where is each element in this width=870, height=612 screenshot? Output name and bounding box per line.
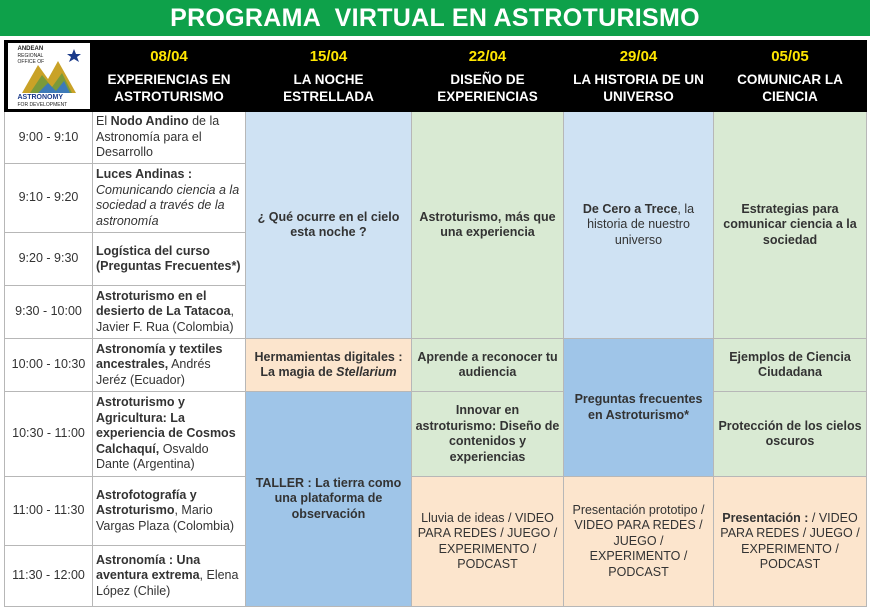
session-title: Logística del curso (Preguntas Frecuentes*) — [96, 243, 241, 273]
logo-mid2-text: OFFICE OF — [17, 59, 45, 65]
session-title: Presentación : — [722, 510, 809, 525]
session-cell — [93, 339, 246, 392]
table-row — [5, 339, 867, 392]
column-date: 08/04 — [150, 48, 188, 65]
logo-brand-text: ASTRONOMY — [17, 94, 63, 101]
column-topic: LA HISTORIA DE UN UNIVERSO — [573, 72, 704, 104]
session-block — [246, 339, 412, 392]
session-detail: , la historia de nuestro universo — [587, 201, 695, 247]
session-cell — [93, 233, 246, 286]
time-slot: 9:20 - 9:30 — [5, 233, 93, 286]
session-block: Innovar en astroturismo: Diseño de contenidos y experiencias — [412, 392, 564, 477]
session-title: Astroturismo y Agricultura: La experiencia de Cosmos Calchaquí, — [96, 395, 236, 456]
session-cell — [93, 477, 246, 546]
column-date: 29/04 — [619, 48, 658, 65]
page-title: PROGRAMA VIRTUAL EN ASTROTURISMO — [0, 0, 870, 36]
session-detail: Osvaldo Dante (Argentina) — [96, 441, 209, 472]
session-detail: , Mario Vargas Plaza (Colombia) — [96, 503, 235, 533]
session-block — [564, 112, 714, 339]
session-block: TALLER : La tierra como una plataforma de observación — [246, 392, 412, 607]
time-slot: 10:30 - 11:00 — [5, 392, 93, 477]
time-slot: 9:30 - 10:00 — [5, 286, 93, 339]
logo-cell — [5, 41, 93, 112]
column-header-5 — [714, 41, 867, 112]
session-block — [714, 477, 867, 607]
session-title: Nodo Andino — [110, 114, 189, 129]
session-cell — [93, 164, 246, 233]
session-block: Ejemplos de Ciencia Ciudadana — [714, 339, 867, 392]
logo-mid1-text: REGIONAL — [17, 53, 44, 59]
column-header-4 — [564, 41, 714, 112]
andean-astronomy-logo — [8, 43, 90, 109]
session-block: Estrategias para comunicar ciencia a la sociedad — [714, 112, 867, 339]
session-detail: Andrés Jeréz (Ecuador) — [96, 357, 211, 387]
table-row — [5, 392, 867, 477]
session-detail: Comunicando ciencia a la sociedad a través de la astronomía — [96, 182, 240, 228]
session-title: De Cero a Trece — [582, 201, 678, 216]
header-row — [5, 41, 867, 112]
session-cell — [93, 286, 246, 339]
session-block: Presentación prototipo / VIDEO PARA REDES / JUEGO / EXPERIMENTO / PODCAST — [564, 477, 714, 607]
session-detail: , Elena López (Chile) — [96, 568, 239, 598]
session-title: Luces Andinas : — [96, 167, 193, 181]
session-title: Astrofotografía y Astroturismo — [96, 487, 197, 518]
column-topic: EXPERIENCIAS EN ASTROTURISMO — [107, 72, 231, 104]
column-topic: COMUNICAR LA CIENCIA — [737, 72, 843, 104]
session-cell — [93, 392, 246, 477]
session-prefix: El — [96, 114, 111, 129]
column-header-1 — [93, 41, 246, 112]
session-title: Astroturismo en el desierto de La Tatacoa — [96, 288, 231, 319]
session-block: Astroturismo, más que una experiencia — [412, 112, 564, 339]
table-row — [5, 477, 867, 546]
column-date: 15/04 — [309, 48, 348, 65]
column-topic: LA NOCHE ESTRELLADA — [283, 72, 374, 104]
column-header-2 — [246, 41, 412, 112]
session-block: Protección de los cielos oscuros — [714, 392, 867, 477]
time-slot: 10:00 - 10:30 — [5, 339, 93, 392]
session-cell — [93, 546, 246, 607]
time-slot: 9:00 - 9:10 — [5, 112, 93, 164]
time-slot: 9:10 - 9:20 — [5, 164, 93, 233]
session-block: ¿ Qué ocurre en el cielo esta noche ? — [246, 112, 412, 339]
session-detail: de la Astronomía para el Desarrollo — [96, 114, 220, 160]
column-date: 22/04 — [468, 48, 507, 65]
session-block: Lluvia de ideas / VIDEO PARA REDES / JUEGO / EXPERIMENTO / PODCAST — [412, 477, 564, 607]
logo-top-text: ANDEAN — [17, 46, 44, 52]
session-title: Astronomía : Una aventura extrema — [96, 552, 201, 583]
session-block: Preguntas frecuentes en Astroturismo* — [564, 339, 714, 477]
column-date: 05/05 — [771, 48, 809, 65]
time-slot: 11:30 - 12:00 — [5, 546, 93, 607]
table-row — [5, 112, 867, 164]
time-slot: 11:00 - 11:30 — [5, 477, 93, 546]
logo-bottom-text: FOR DEVELOPMENT — [17, 102, 68, 108]
column-header-3 — [412, 41, 564, 112]
session-cell — [93, 112, 246, 164]
session-title: Astronomía y textiles ancestrales, — [96, 341, 223, 372]
column-topic: DISEÑO DE EXPERIENCIAS — [437, 72, 538, 104]
session-detail: / VIDEO PARA REDES / JUEGO / EXPERIMENTO / PODCAST — [720, 510, 860, 571]
session-title: Hermamientas digitales : La magia de — [254, 349, 403, 379]
session-detail: Stellarium — [336, 365, 397, 379]
session-block: Aprende a reconocer tu audiencia — [412, 339, 564, 392]
schedule-table — [4, 40, 867, 607]
session-detail: , Javier F. Rua (Colombia) — [96, 304, 235, 334]
